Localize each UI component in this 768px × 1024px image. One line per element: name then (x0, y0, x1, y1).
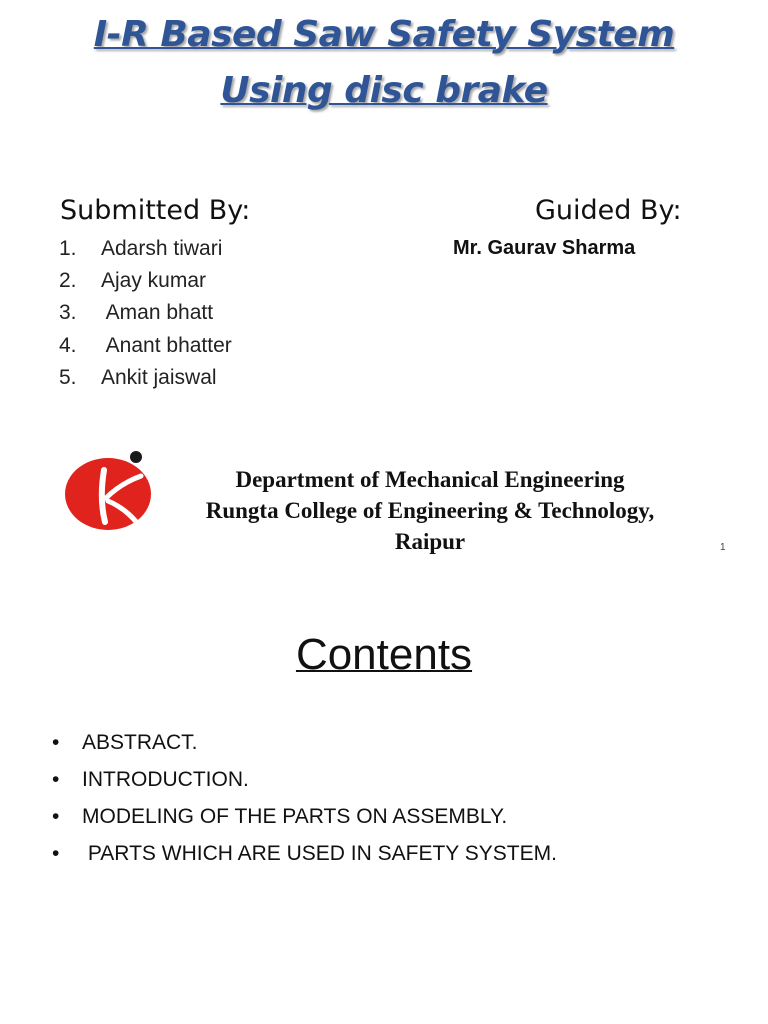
guide-name: Mr. Gaurav Sharma (453, 237, 636, 259)
member-name: Anant bhatter (101, 334, 232, 357)
member-name: Adarsh tiwari (101, 237, 223, 260)
member-name: Ajay kumar (101, 269, 207, 292)
member-number: 2. (59, 269, 77, 292)
college-line: Rungta College of Engineering & Technology, (205, 498, 655, 523)
member-number: 1. (59, 237, 77, 260)
college-logo-icon (64, 448, 156, 532)
guided-by-heading: Guided By: (535, 195, 682, 226)
member-item (59, 269, 206, 293)
member-number: 3. (59, 301, 77, 324)
member-item (59, 366, 217, 390)
contents-item: • PARTS WHICH ARE USED IN SAFETY SYSTEM. (52, 842, 557, 865)
member-name: Aman bhatt (101, 301, 214, 324)
member-number: 5. (59, 366, 77, 389)
submitted-by-heading: Submitted By: (60, 195, 251, 226)
bullet-icon: • (52, 842, 60, 865)
city-line: Raipur (394, 529, 466, 554)
member-item (59, 334, 232, 358)
contents-item: • INTRODUCTION. (52, 768, 249, 791)
contents-heading: Contents (295, 630, 473, 679)
contents-item: • MODELING OF THE PARTS ON ASSEMBLY. (52, 805, 508, 828)
page-number: 1 (720, 542, 726, 553)
title-line-2: Using disc brake (220, 70, 548, 111)
department-line: Department of Mechanical Engineering (235, 467, 625, 492)
bullet-icon: • (52, 731, 60, 754)
member-item (59, 301, 213, 325)
title-line-1: I-R Based Saw Safety System (93, 14, 675, 55)
contents-item: • ABSTRACT. (52, 731, 198, 754)
member-name: Ankit jaiswal (101, 366, 217, 389)
bullet-icon: • (52, 805, 60, 828)
member-item (59, 237, 222, 261)
bullet-icon: • (52, 768, 60, 791)
member-number: 4. (59, 334, 77, 357)
